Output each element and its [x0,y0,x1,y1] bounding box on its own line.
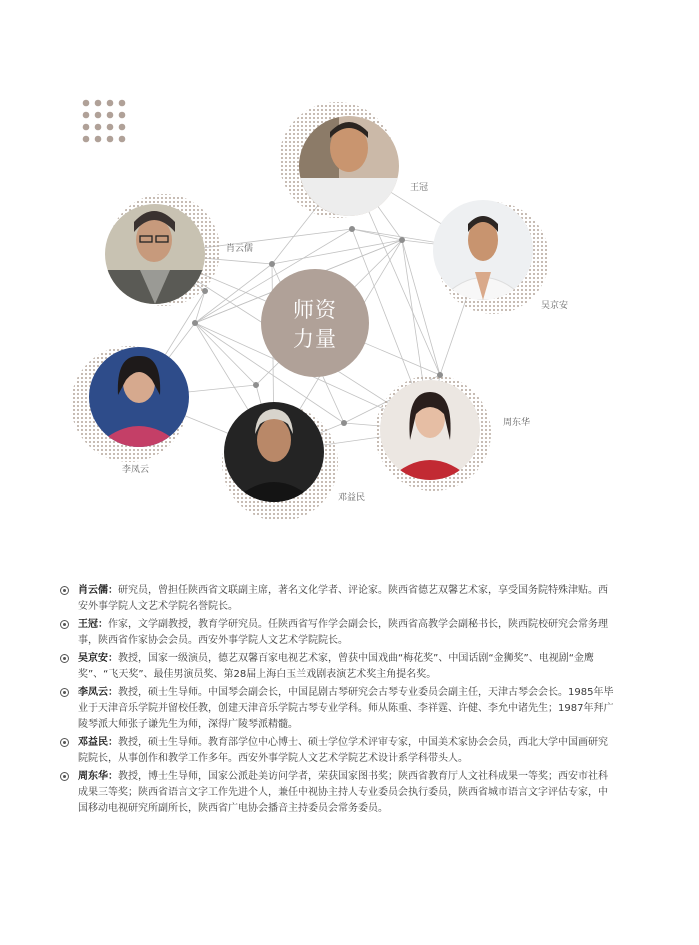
portrait-label: 周东华 [503,418,531,428]
portrait-label: 王冠 [410,183,429,193]
bio-name: 肖云儒 [78,585,108,596]
bullet-icon [60,620,69,629]
bio-text: 教授，硕士生导师。教育部学位中心博士、硕士学位学术评审专家，中国美术家协会会员，西北大学中国画研究院院长，从事创作和教学工作多年。西安外事学院人文艺术学院艺术设计系学科带头人。 [78,737,608,764]
bullet-icon [60,688,69,697]
bullet-icon [60,654,69,663]
bio-item: 邓益民：教授，硕士生导师。教育部学位中心博士、硕士学位学术评审专家，中国美术家协会会员，西北大学中国画研究院院长，从事创作和教学工作多年。西安外事学院人文艺术学院艺术设计系学科带头人。 [60,735,615,767]
center-title-line2: 力量 [293,327,337,351]
portrait-label: 肖云儒 [226,244,254,254]
bio-name: 邓益民 [78,737,108,748]
bio-name: 周东华 [78,771,108,782]
bio-item: 吴京安：教授，国家一级演员，德艺双馨百家电视艺术家，曾获中国戏曲“梅花奖”、中国话剧“金狮奖”、电视剧“金鹰奖”、“飞天奖”、最佳男演员奖、第28届上海白玉兰戏剧表演艺术奖主角提名奖。 [60,651,615,683]
bio-text: 作家，文学副教授，教育学研究员。任陕西省写作学会副会长，陕西省高教学会副秘书长，陕西院校研究会常务理事，陕西省作家协会会员。西安外事学院人文艺术学院院长。 [78,619,608,646]
faculty-bio-list [60,583,615,819]
portrait-zhou-donghua [375,375,530,491]
center-badge [261,269,369,377]
portrait-label: 李凤云 [122,465,150,475]
decor-dot-grid [83,100,126,143]
portrait-li-fengyun [71,346,189,475]
bio-text: 教授，硕士生导师。中国琴会副会长，中国昆剧古琴研究会古琴专业委员会副主任，天津古琴会会长。1985年毕业于天津音乐学院并留校任教，创建天津音乐学院古琴专业学科。师从陈重、李祥霆、许健、李允中诸先生；1987年拜广陵琴派大师张子谦先生为师，深得广陵琴派精髓。 [78,687,614,730]
bio-name: 李凤云 [78,687,108,698]
portrait-deng-yimin [222,402,365,521]
bio-name: 吴京安 [78,653,108,664]
portrait-wu-jingan [433,200,568,314]
bullet-icon [60,738,69,747]
bio-item: 李凤云：教授，硕士生导师。中国琴会副会长，中国昆剧古琴研究会古琴专业委员会副主任，天津古琴会会长。1985年毕业于天津音乐学院并留校任教，创建天津音乐学院古琴专业学科。师从陈重、李祥霆、许健、李允中诸先生；1987年拜广陵琴派大师张子谦先生为师，深得广陵琴派精髓。 [60,685,615,733]
bullet-icon [60,772,69,781]
bio-item: 王冠：作家，文学副教授，教育学研究员。任陕西省写作学会副会长，陕西省高教学会副秘书长，陕西院校研究会常务理事，陕西省作家协会会员。西安外事学院人文艺术学院院长。 [60,617,615,649]
portrait-xiao-yunru [105,194,253,310]
portrait-wang-guan [279,102,428,218]
bio-text: 教授，国家一级演员，德艺双馨百家电视艺术家，曾获中国戏曲“梅花奖”、中国话剧“金狮奖”、电视剧“金鹰奖”、“飞天奖”、最佳男演员奖、第28届上海白玉兰戏剧表演艺术奖主角提名奖。 [78,653,594,680]
bio-text: 研究员，曾担任陕西省文联副主席，著名文化学者、评论家。陕西省德艺双馨艺术家，享受国务院特殊津贴。西安外事学院人文艺术学院名誉院长。 [78,585,608,612]
portrait-label: 吴京安 [541,301,569,311]
portrait-label: 邓益民 [338,493,366,503]
center-title-line1: 师资 [293,298,337,322]
bio-text: 教授，博士生导师，国家公派赴美访问学者，荣获国家图书奖；陕西省教育厅人文社科成果一等奖；西安市社科成果三等奖；陕西省语言文字工作先进个人，兼任中视协主持人专业委员会执行委员，陕西省城市语言文字评估专家，中国移动电视研究所副所长，陕西省广电协会播音主持委员会常务委员。 [78,771,608,814]
bullet-icon [60,586,69,595]
bio-item: 周东华：教授，博士生导师，国家公派赴美访问学者，荣获国家图书奖；陕西省教育厅人文社科成果一等奖；西安市社科成果三等奖；陕西省语言文字工作先进个人，兼任中视协主持人专业委员会执行委员，陕西省城市语言文字评估专家，中国移动电视研究所副所长，陕西省广电协会播音主持委员会常务委员。 [60,769,615,817]
bio-name: 王冠 [78,619,98,630]
bio-item: 肖云儒：研究员，曾担任陕西省文联副主席，著名文化学者、评论家。陕西省德艺双馨艺术家，享受国务院特殊津贴。西安外事学院人文艺术学院名誉院长。 [60,583,615,615]
